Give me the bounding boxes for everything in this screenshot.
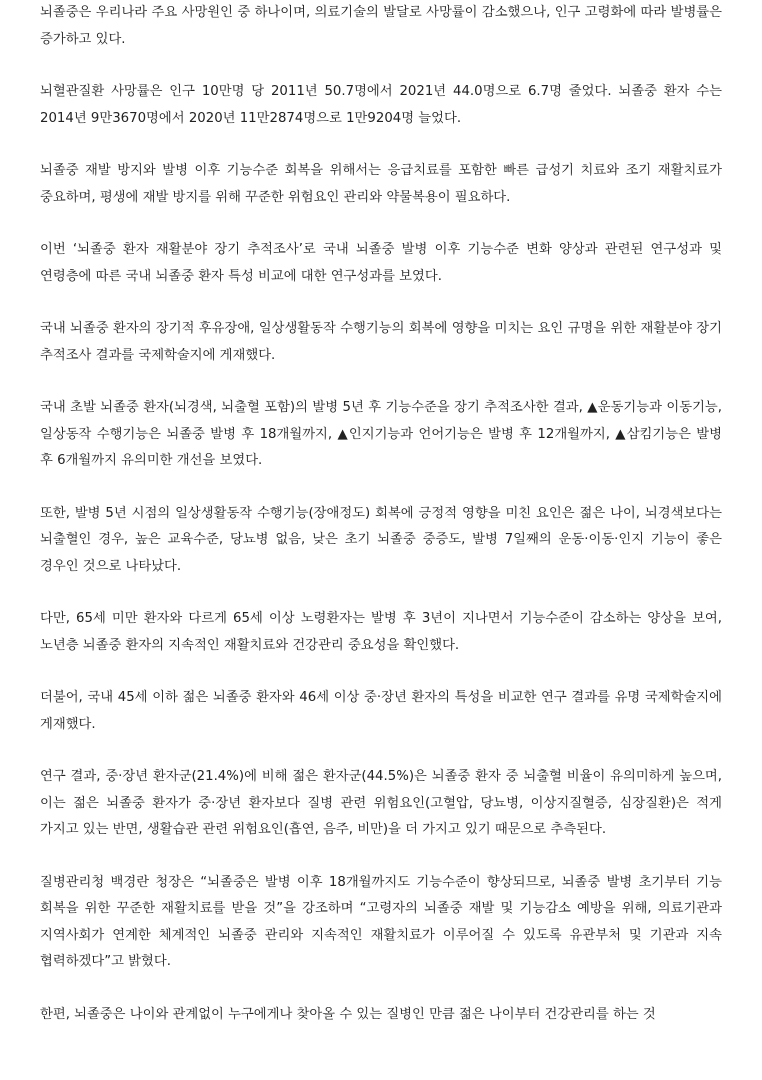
paragraph-mortality-stats: 뇌혈관질환 사망률은 인구 10만명 당 2011년 50.7명에서 2021년 44.0명으로 6.7명 줄었다. 뇌졸중 환자 수는 2014년 9만3670명에서 2020년 11만2874명으로 1만9204명 늘었다. — [40, 84, 722, 126]
paragraph-study-findings: 연구 결과, 중·장년 환자군(21.4%)에 비해 젊은 환자군(44.5%)은 뇌졸중 환자 중 뇌출혈 비율이 유의미하게 높으며, 이는 젊은 뇌졸중 환자가 중·장년 환자보다 질병 관련 위험요인(고혈압, 당뇨병, 이상지질혈증, 심장질환)은 적게 가지고 있는 반면, 생활습관 관련 위험요인(흡연, 음주, 비만)을 더 가지고 있기 때문으로 추측된다. — [40, 769, 722, 837]
paragraph-recovery-factors: 또한, 발병 5년 시점의 일상생활동작 수행기능(장애정도) 회복에 긍정적 영향을 미친 요인은 젊은 나이, 뇌경색보다는 뇌출혈인 경우, 높은 교육수준, 당뇨병 없음, 낮은 초기 뇌졸중 중증도, 발병 7일째의 운동·이동·인지 기능이 좋은 경우인 것으로 나타났다. — [40, 505, 722, 574]
paragraph-prevention: 뇌졸중 재발 방지와 발병 이후 기능수준 회복을 위해서는 응급치료를 포함한 빠른 급성기 치료와 조기 재활치료가 중요하며, 평생에 재발 방지를 위해 꾸준한 위험요인 관리와 약물복용이 필요하다. — [40, 163, 722, 205]
paragraph-director-quote: 질병관리청 백경란 청장은 “뇌졸중은 발병 이후 18개월까지도 기능수준이 향상되므로, 뇌졸중 발병 초기부터 기능 회복을 위한 꾸준한 재활치료를 받을 것”을 강조하며 “고령자의 뇌졸중 재발 및 기능감소 예방을 위해, 의료기관과 지역사회가 연계한 체계적인 뇌졸중 관리와 지속적인 재활치료가 이루어질 수 있도록 유관부처 및 기관과 지속 협력하겠다”고 밝혔다. — [40, 874, 722, 969]
paragraph-closing: 한편, 뇌졸중은 나이와 관계없이 누구에게나 찾아올 수 있는 질병인 만큼 젊은 나이부터 건강관리를 하는 것 — [40, 1006, 656, 1022]
article-body — [40, 0, 722, 1054]
paragraph-publication: 국내 뇌졸중 환자의 장기적 후유장애, 일상생활동작 수행기능의 회복에 영향을 미치는 요인 규명을 위한 재활분야 장기 추적조사 결과를 국제학술지에 게재했다. — [40, 321, 722, 363]
paragraph-elderly-patients: 다만, 65세 미만 환자와 다르게 65세 이상 노령환자는 발병 후 3년이 지나면서 기능수준이 감소하는 양상을 보여, 노년층 뇌졸중 환자의 지속적인 재활치료와 건강관리 중요성을 확인했다. — [40, 611, 722, 653]
paragraph-stroke-overview: 뇌졸중은 우리나라 주요 사망원인 중 하나이며, 의료기술의 발달로 사망률이 감소했으나, 인구 고령화에 따라 발병률은 증가하고 있다. — [40, 5, 722, 47]
paragraph-survey-intro: 이번 ‘뇌졸중 환자 재활분야 장기 추적조사’로 국내 뇌졸중 발병 이후 기능수준 변화 양상과 관련된 연구성과 및 연령층에 따른 국내 뇌졸중 환자 특성 비교에 대한 연구성과를 보였다. — [40, 242, 722, 284]
paragraph-recovery-results: 국내 초발 뇌졸중 환자(뇌경색, 뇌출혈 포함)의 발병 5년 후 기능수준을 장기 추적조사한 결과, ▲운동기능과 이동기능, 일상동작 수행기능은 뇌졸중 발병 후 18개월까지, ▲인지기능과 언어기능은 발병 후 12개월까지, ▲삼킴기능은 발병 후 6개월까지 유의미한 개선을 보였다. — [40, 400, 722, 468]
paragraph-young-vs-older: 더불어, 국내 45세 이하 젊은 뇌졸중 환자와 46세 이상 중·장년 환자의 특성을 비교한 연구 결과를 유명 국제학술지에 게재했다. — [40, 690, 722, 732]
